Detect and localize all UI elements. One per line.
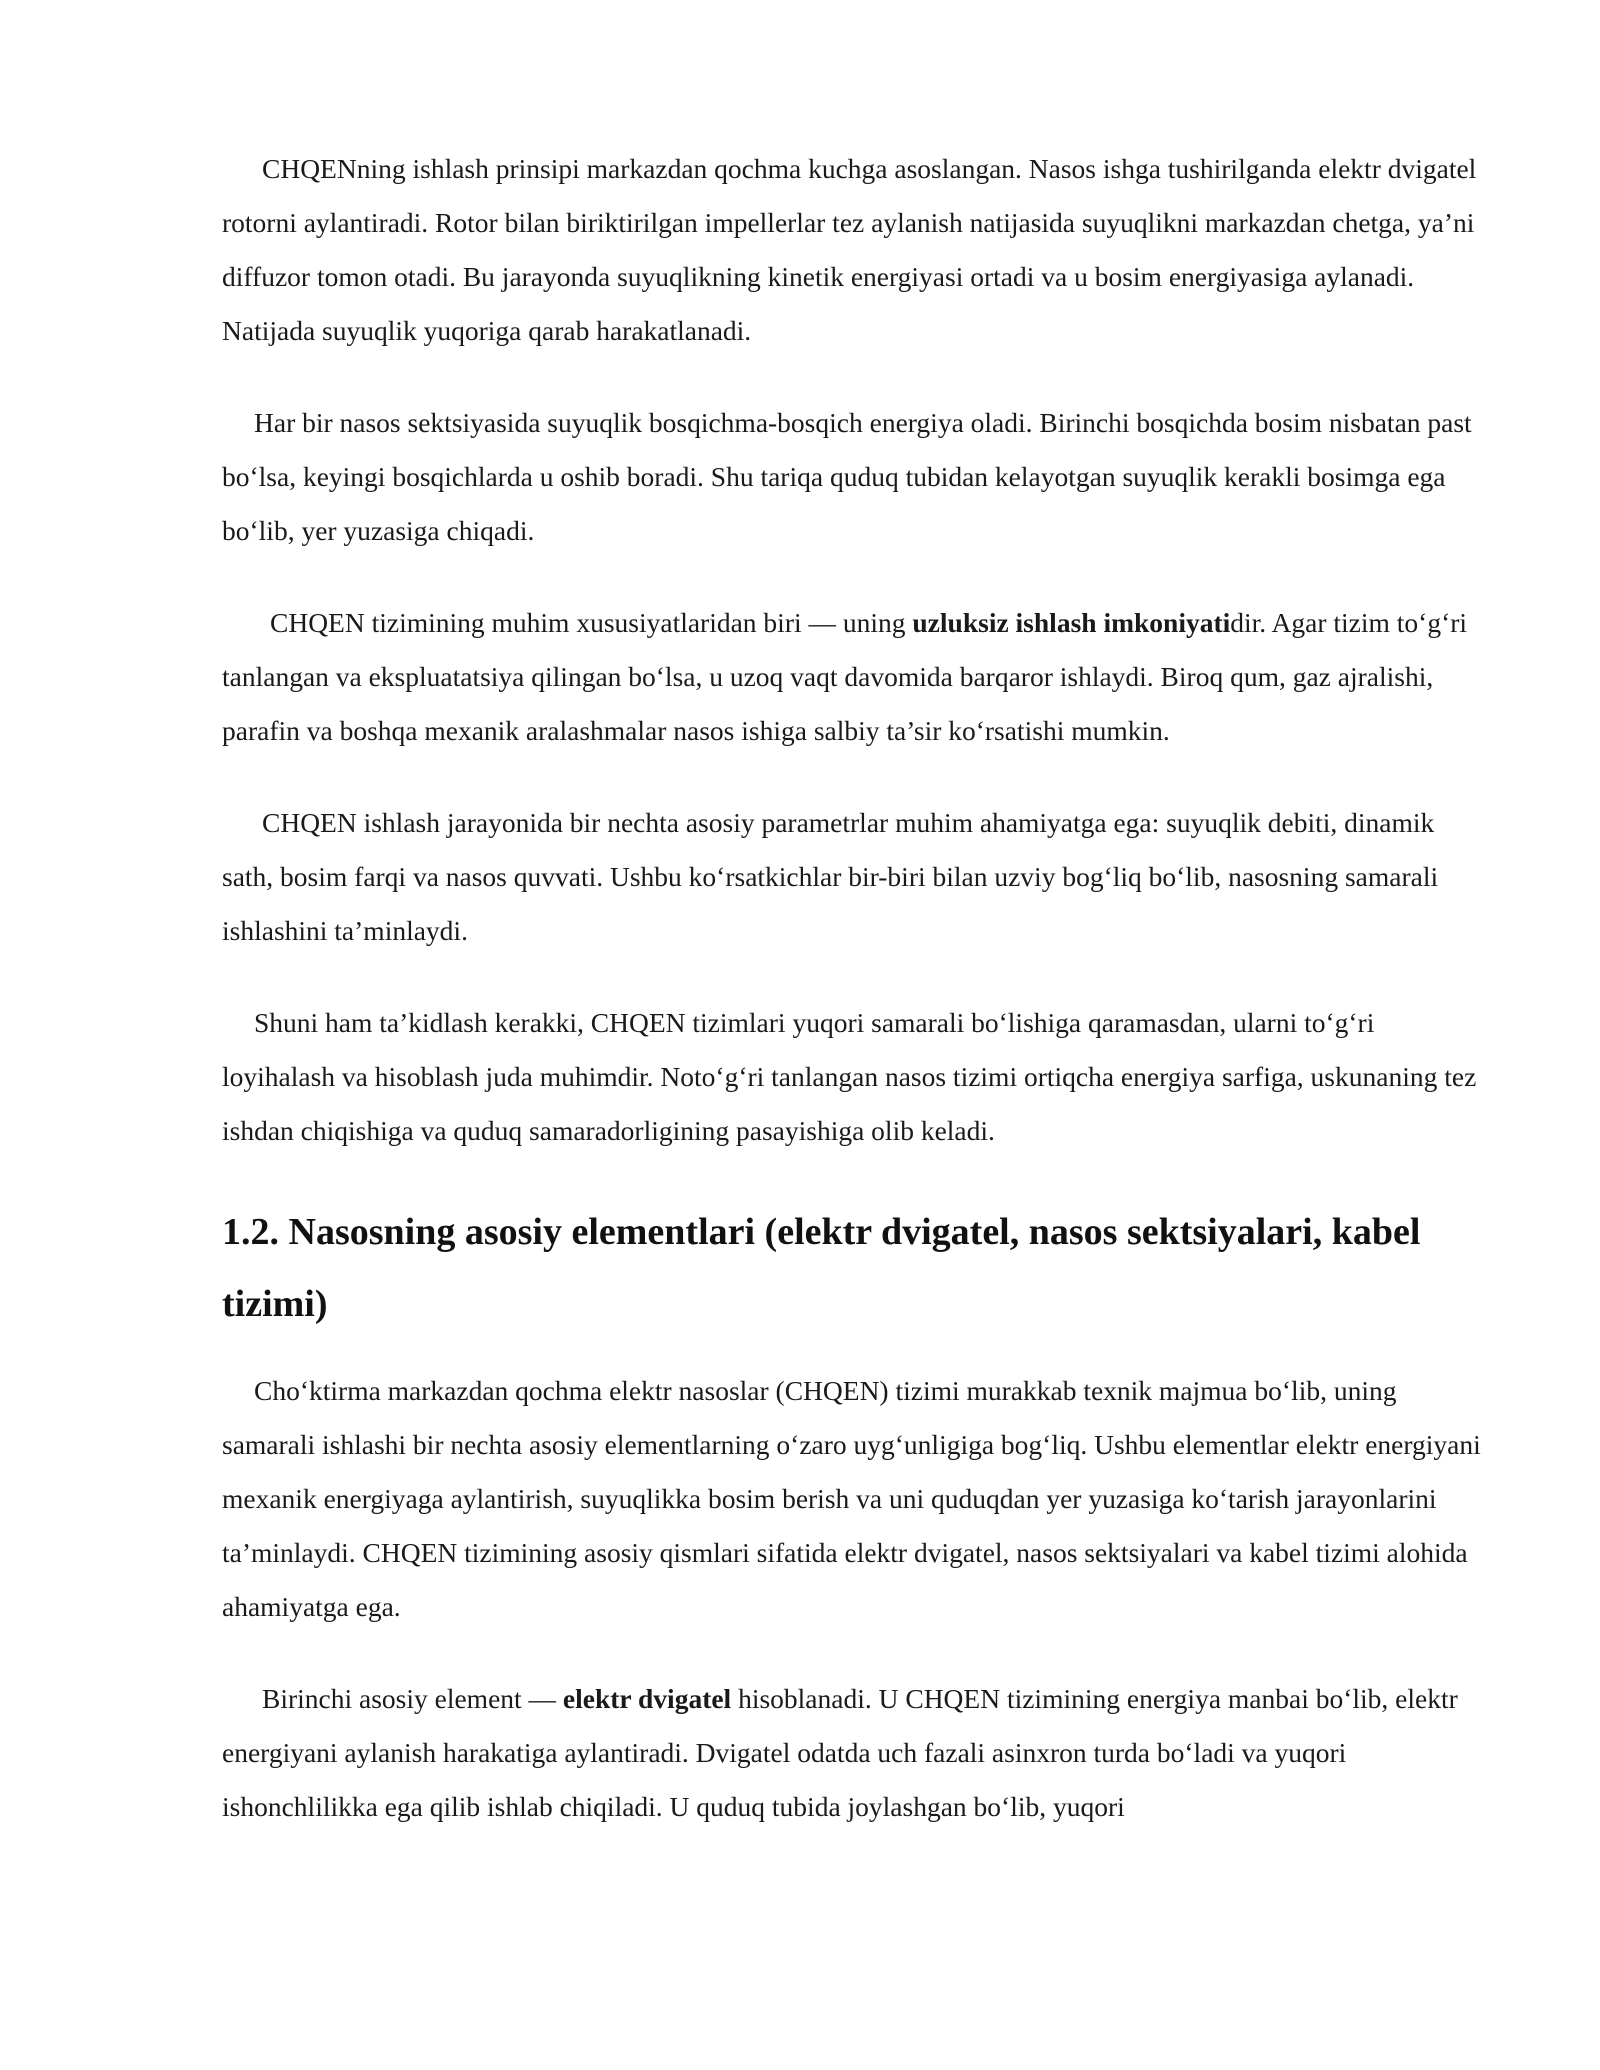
paragraph-text: Shuni ham ta’kidlash kerakki, CHQEN tizimlari yuqori samarali boʻlishiga qaramasdan, ularni toʻgʻri loyihalash va hisoblash juda muhimdir. Notoʻgʻri tanlangan nasos tizimi ortiqcha energiya sarfiga, uskunaning tez ishdan chiqishiga va quduq samaradorligining pasayishiga olib keladi. [222,1007,1477,1146]
paragraph-text: Choʻktirma markazdan qochma elektr nasoslar (CHQEN) tizimi murakkab texnik majmua boʻlib, uning samarali ishlashi bir nechta asosiy elementlarning oʻzaro uygʻunligiga bogʻliq. Ushbu elementlar elektr energiyani mexanik energiyaga aylantirish, suyuqlikka bosim berish va uni quduqdan yer yuzasiga koʻtarish jarayonlarini ta’minlaydi. CHQEN tizimining asosiy qismlari sifatida elektr dvigatel, nasos sektsiyalari va kabel tizimi alohida ahamiyatga ega. [222,1375,1481,1622]
paragraph-text: CHQENning ishlash prinsipi markazdan qochma kuchga asoslangan. Nasos ishga tushirilganda elektr dvigatel rotorni aylantiradi. Rotor bilan biriktirilgan impellerlar tez aylanish natijasida suyuqlikni markazdan chetga, ya’ni diffuzor tomon otadi. Bu jarayonda suyuqlikning kinetik energiyasi ortadi va u bosim energiyasiga aylanadi. Natijada suyuqlik yuqoriga qarab harakatlanadi. [222,153,1477,346]
document-page [222,142,1490,1872]
bold-term-electric-motor: elektr dvigatel [562,1683,732,1714]
paragraph-working-principle [222,142,1490,358]
paragraph-pump-sections-energy [222,396,1490,558]
paragraph-text-after: hisoblanadi. U CHQEN tizimining energiya manbai boʻlib, elektr energiyani aylanish harakatiga aylantiradi. Dvigatel odatda uch fazali asinxron turda boʻladi va yuqori ishonchlilikka ega qilib ishlab chiqiladi. U quduq tubida joylashgan boʻlib, yuqori [222,1683,1458,1822]
paragraph-text-after: dir. Agar tizim toʻgʻri tanlangan va ekspluatatsiya qilingan boʻlsa, u uzoq vaqt davomida barqaror ishlaydi. Biroq qum, gaz ajralishi, parafin va boshqa mexanik aralashmalar nasos ishiga salbiy ta’sir koʻrsatishi mumkin. [222,607,1468,746]
section-heading: 1.2. Nasosning asosiy elementlari (elektr dvigatel, nasos sektsiyalari, kabel tizimi) [222,1211,1421,1325]
paragraph-design-importance [222,996,1490,1158]
paragraph-key-parameters [222,796,1490,958]
bold-term-continuous-operation: uzluksiz ishlash imkoniyati [912,607,1231,638]
paragraph-continuous-operation [222,596,1490,758]
paragraph-system-overview [222,1364,1490,1634]
paragraph-text: CHQEN ishlash jarayonida bir nechta asosiy parametrlar muhim ahamiyatga ega: suyuqlik debiti, dinamik sath, bosim farqi va nasos quvvati. Ushbu koʻrsatkichlar bir-biri bilan uzviy bogʻliq boʻlib, nasosning samarali ishlashini ta’minlaydi. [222,807,1439,946]
paragraph-electric-motor [222,1672,1490,1834]
paragraph-text: Har bir nasos sektsiyasida suyuqlik bosqichma-bosqich energiya oladi. Birinchi bosqichda bosim nisbatan past boʻlsa, keyingi bosqichlarda u oshib boradi. Shu tariqa quduq tubidan kelayotgan suyuqlik kerakli bosimga ega boʻlib, yer yuzasiga chiqadi. [222,407,1472,546]
paragraph-text-before: CHQEN tizimining muhim xususiyatlaridan biri — uning [270,607,913,638]
paragraph-text-before: Birinchi asosiy element — [262,1683,563,1714]
